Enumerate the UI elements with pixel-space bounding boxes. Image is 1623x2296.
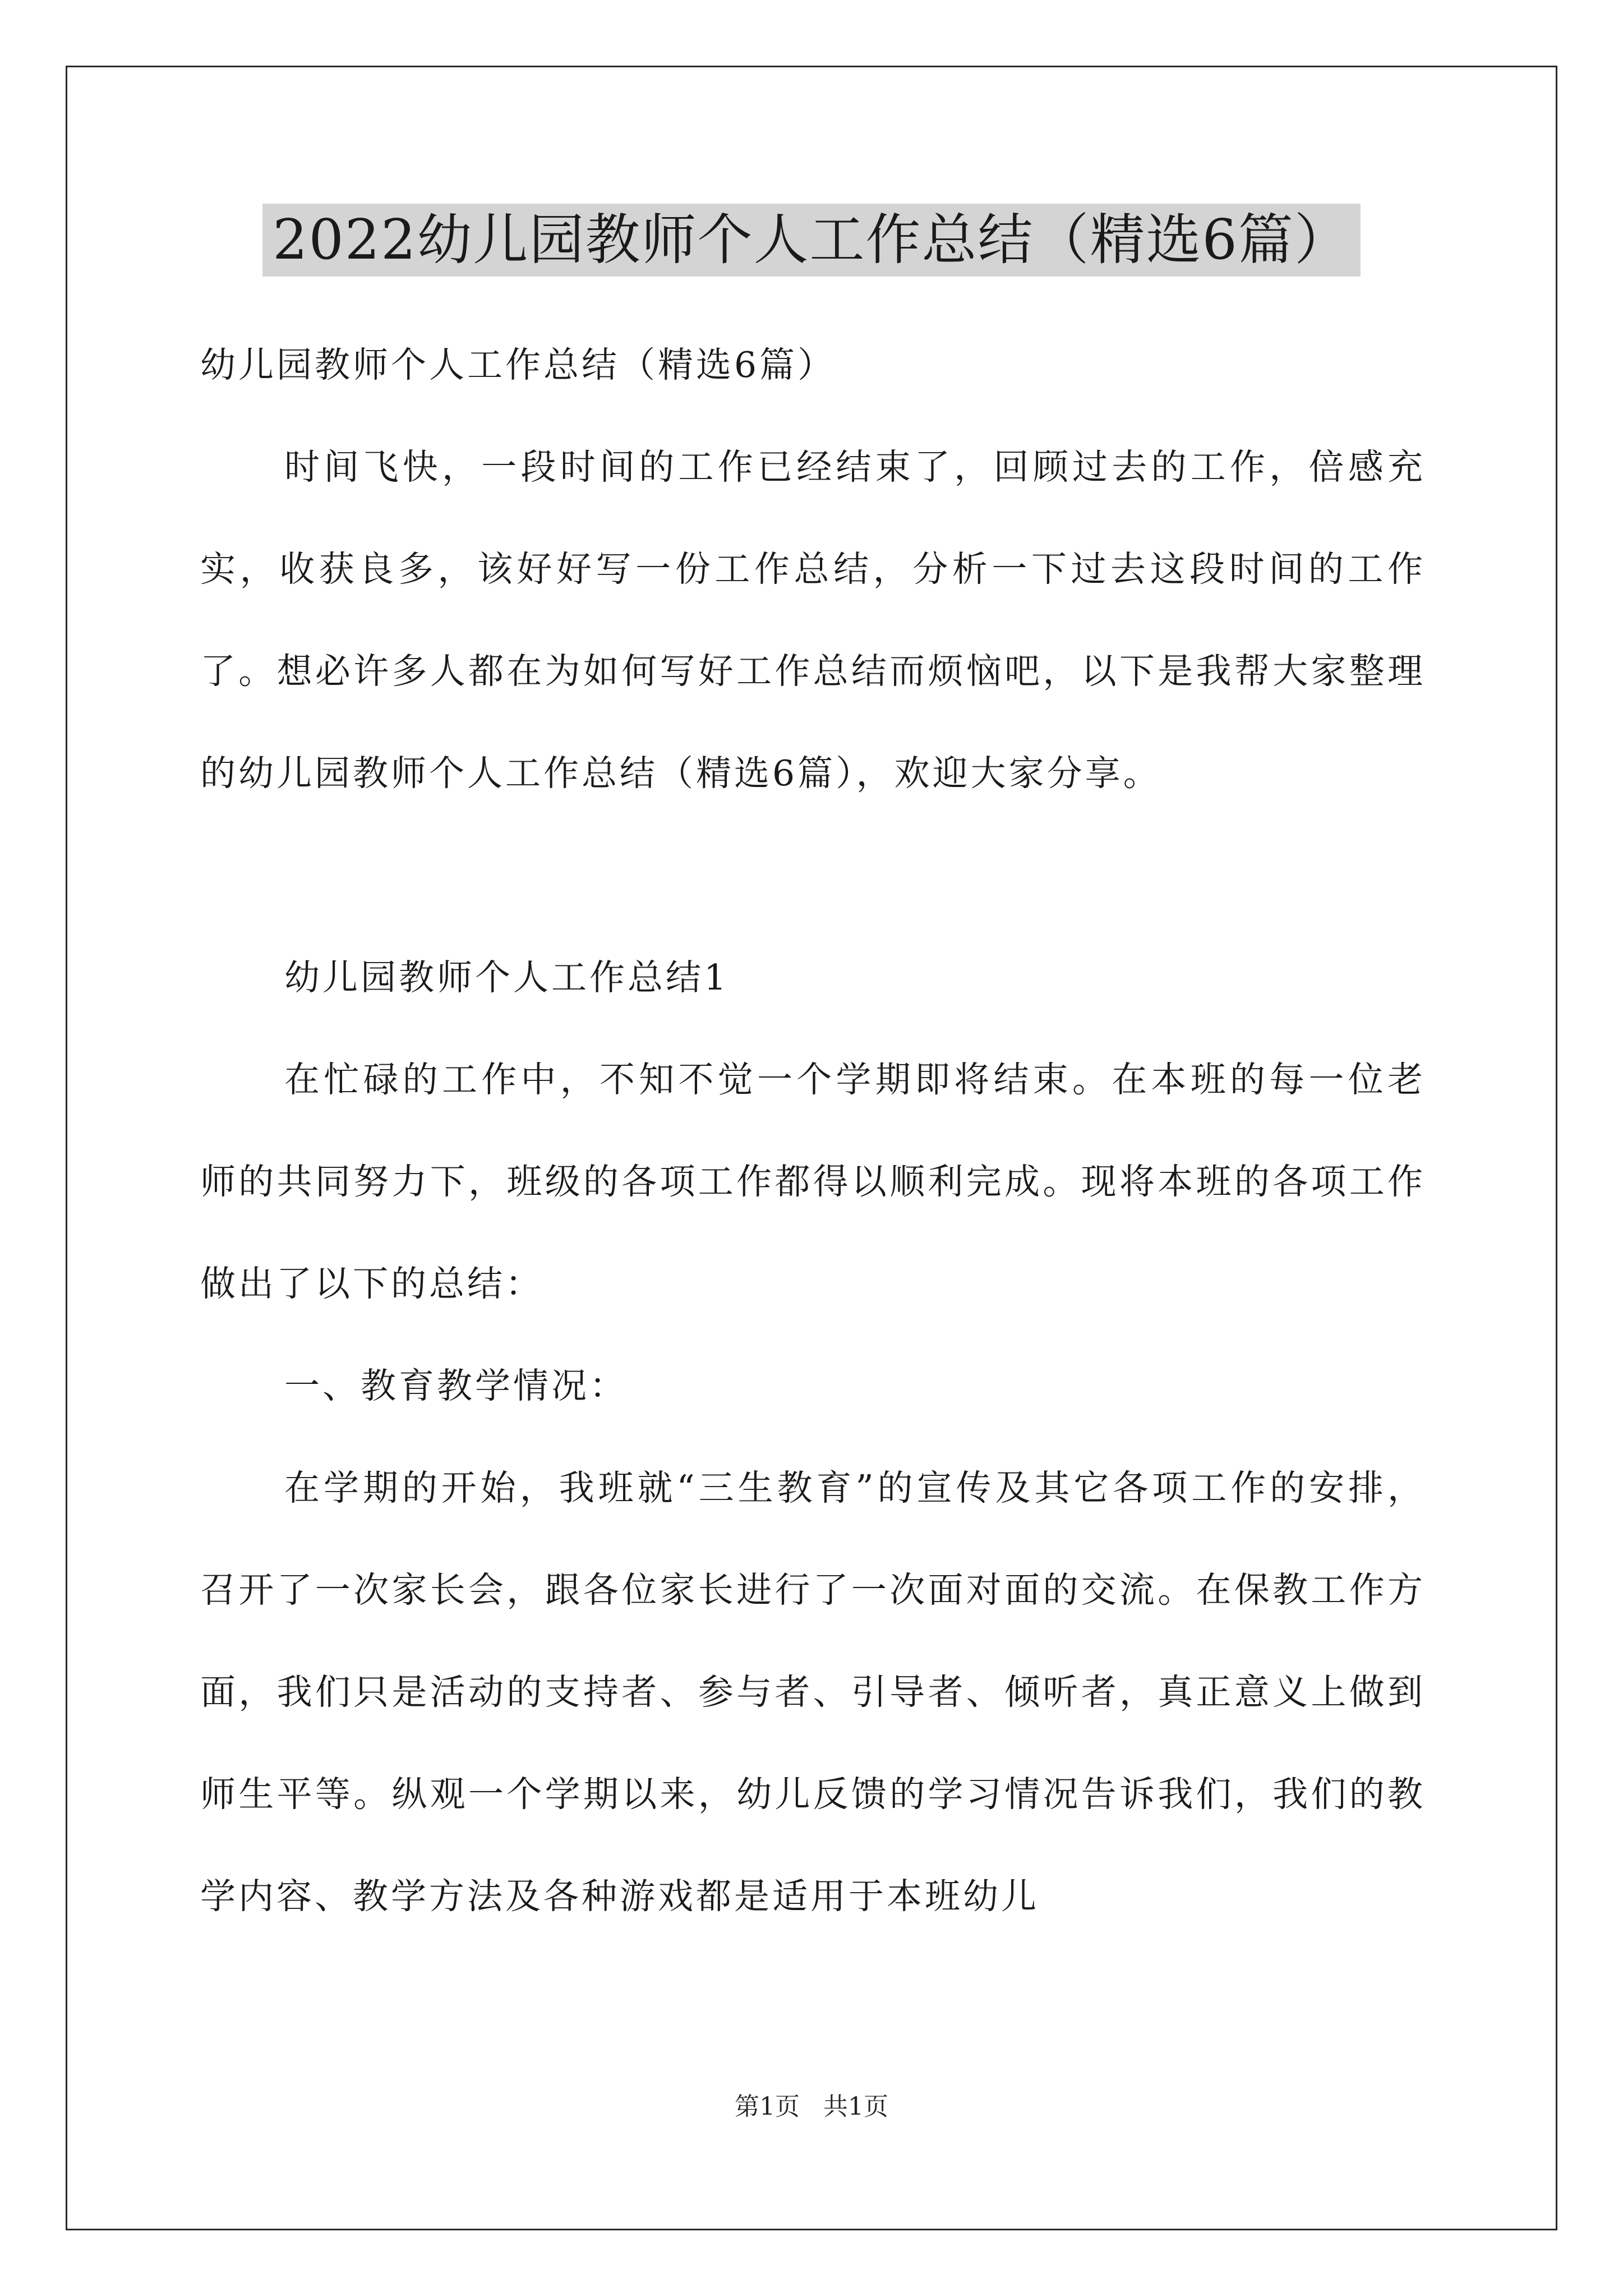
document-title [0, 204, 1623, 277]
section-spacer [200, 825, 1426, 927]
subsection-heading: 一、教育教学情况： [284, 1365, 628, 1406]
document-subtitle: 幼儿园教师个人工作总结（精选6篇） [200, 344, 836, 385]
document-body [200, 314, 1426, 1948]
section-heading: 幼儿园教师个人工作总结1 [284, 957, 730, 998]
intro-paragraph: 时间飞快，一段时间的工作已经结束了，回顾过去的工作，倍感充实，收获良多，该好好写一份工作总结，分析一下过去这段时间的工作了。想必许多人都在为如何写好工作总结而烦恼吧，以下是我帮大家整理的幼儿园教师个人工作总结（精选6篇），欢迎大家分享。 [200, 447, 1426, 794]
document-title-text: 2022幼儿园教师个人工作总结（精选6篇） [262, 204, 1361, 277]
page-footer: 第1页 共1页 [735, 2092, 888, 2121]
body-paragraph: 在忙碌的工作中，不知不觉一个学期即将结束。在本班的每一位老师的共同努力下，班级的各项工作都得以顺利完成。现将本班的各项工作做出了以下的总结： [200, 1059, 1426, 1304]
body-paragraph: 在学期的开始，我班就“三生教育”的宣传及其它各项工作的安排，召开了一次家长会，跟各位家长进行了一次面对面的交流。在保教工作方面，我们只是活动的支持者、参与者、引导者、倾听者，真正意义上做到师生平等。纵观一个学期以来，幼儿反馈的学习情况告诉我们，我们的教学内容、教学方法及各种游戏都是适用于本班幼儿 [200, 1467, 1426, 1917]
